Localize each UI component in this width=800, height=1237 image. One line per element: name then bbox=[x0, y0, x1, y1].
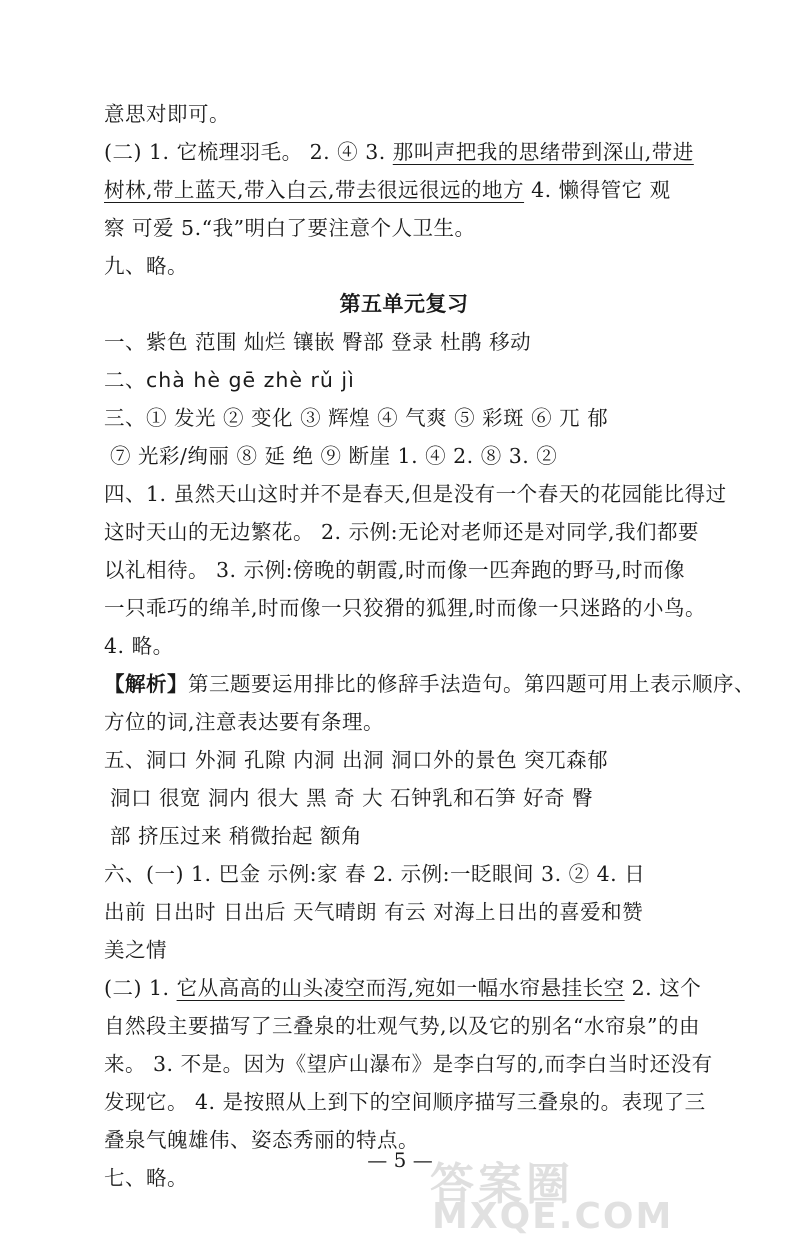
text-line: 五、洞口 外洞 孔隙 内洞 出洞 洞口外的景色 突兀森郁 bbox=[104, 748, 609, 772]
watermark-url: MXQE.COM bbox=[432, 1196, 674, 1237]
text-line: 自然段主要描写了三叠泉的壮观气势,以及它的别名“水帘泉”的由 bbox=[104, 1014, 700, 1038]
text-line: 洞口 很宽 洞内 很大 黑 奇 大 石钟乳和石笋 好奇 臀 bbox=[110, 786, 594, 810]
text-line: 六、(一) 1. 巴金 示例:家 春 2. 示例:一眨眼间 3. ② 4. 日 bbox=[104, 862, 646, 886]
text-line bbox=[104, 969, 704, 1007]
answer-text: (二) 1. 它梳理羽毛。 2. ④ 3. bbox=[104, 140, 393, 164]
answer-page bbox=[104, 95, 755, 1197]
text-line bbox=[104, 361, 704, 399]
text-line: 七、略。 bbox=[104, 1166, 188, 1190]
text-line: 意思对即可。 bbox=[104, 102, 230, 126]
text-line: 发现它。 4. 是按照从上到下的空间顺序描写三叠泉的。表现了三 bbox=[104, 1090, 706, 1114]
text-line: 出前 日出时 日出后 天气晴朗 有云 对海上日出的喜爱和赞 bbox=[104, 900, 644, 924]
watermark-logo: 答案圈 bbox=[430, 1159, 574, 1210]
text-line: 察 可爱 5.“我”明白了要注意个人卫生。 bbox=[104, 216, 476, 240]
text-line: 三、① 发光 ② 变化 ③ 辉煌 ④ 气爽 ⑤ 彩斑 ⑥ 兀 郁 bbox=[104, 406, 609, 430]
answer-text: 2. 这个 bbox=[624, 976, 702, 1000]
text-line bbox=[104, 133, 704, 171]
text-line: 九、略。 bbox=[104, 254, 188, 278]
underlined-answer: 它从高高的山头凌空而泻,宛如一幅水帘悬挂长空 bbox=[176, 976, 625, 1000]
page-number: — 5 — bbox=[367, 1148, 433, 1172]
answer-text: (二) 1. bbox=[104, 976, 177, 1000]
text-line bbox=[104, 665, 755, 703]
text-line: 叠泉气魄雄伟、姿态秀丽的特点。 bbox=[104, 1128, 419, 1152]
question-number: 二、 bbox=[104, 368, 146, 392]
section-title: 第五单元复习 bbox=[339, 291, 469, 316]
text-line: 一只乖巧的绵羊,时而像一只狡猾的狐狸,时而像一只迷路的小鸟。 bbox=[104, 596, 707, 620]
analysis-label: 【解析】 bbox=[104, 672, 188, 696]
text-line: 来。 3. 不是。因为《望庐山瀑布》是李白写的,而李白当时还没有 bbox=[104, 1052, 713, 1076]
text-line: 以礼相待。 3. 示例:傍晚的朝霞,时而像一匹奔跑的野马,时而像 bbox=[104, 558, 686, 582]
text-line bbox=[104, 171, 704, 209]
pinyin-answers: chà hè gē zhè rǔ jì bbox=[146, 368, 355, 392]
text-line: 这时天山的无边繁花。 2. 示例:无论对老师还是对同学,我们都要 bbox=[104, 520, 700, 544]
text-line: 一、紫色 范围 灿烂 镶嵌 臀部 登录 杜鹃 移动 bbox=[104, 330, 532, 354]
text-line: 方位的词,注意表达要有条理。 bbox=[104, 710, 385, 734]
text-line: 4. 略。 bbox=[104, 634, 174, 658]
text-line: 部 挤压过来 稍微抬起 额角 bbox=[110, 824, 363, 848]
text-line: ⑦ 光彩/绚丽 ⑧ 延 绝 ⑨ 断崖 1. ④ 2. ⑧ 3. ② bbox=[110, 444, 558, 468]
answer-text: 4. 懒得管它 观 bbox=[524, 178, 671, 202]
underlined-answer: 那叫声把我的思绪带到深山,带进 bbox=[392, 140, 694, 164]
text-line: 四、1. 虽然天山这时并不是春天,但是没有一个春天的花园能比得过 bbox=[104, 482, 727, 506]
text-line: 美之情 bbox=[104, 938, 167, 962]
watermark bbox=[418, 1148, 798, 1237]
underlined-answer: 树林,带上蓝天,带入白云,带去很远很远的地方 bbox=[104, 178, 525, 202]
analysis-text: 第三题要运用排比的修辞手法造句。第四题可用上表示顺序、 bbox=[188, 672, 755, 696]
